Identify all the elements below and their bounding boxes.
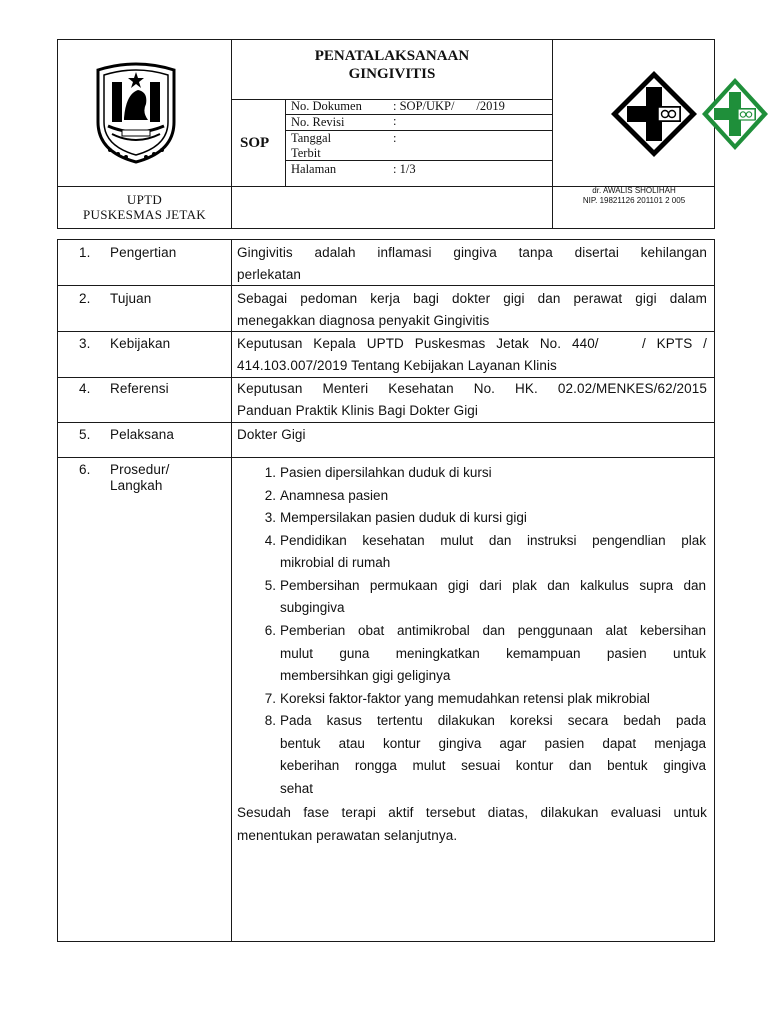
row-label-tujuan: Tujuan — [110, 291, 152, 306]
row-text-referensi-1: Keputusan Menteri Kesehatan No. HK. 02.02/MENKES/62/2015 — [237, 381, 707, 396]
step-text: subgingiva — [280, 600, 345, 615]
meta-label-tanggal-line2: Terbit — [291, 146, 321, 160]
signer-name: dr. AWALIS SHOLIHAH — [592, 186, 676, 195]
title-line-2: GINGIVITIS — [348, 66, 436, 82]
step-text: bentuk atau kontur gingiva agar pasien dapat menjaga — [280, 736, 706, 751]
step-text: Anamnesa pasien — [280, 488, 389, 503]
step-number: 1. — [264, 465, 276, 480]
row-label-prosedur-line1: Prosedur/ — [110, 462, 170, 477]
title-line-1: PENATALAKSANAAN — [314, 48, 470, 64]
row-label-prosedur — [110, 462, 169, 494]
step-number: 3. — [264, 510, 276, 525]
step-text: Mempersilakan pasien duduk di kursi gigi — [280, 510, 527, 525]
step-text: Pada kasus tertentu dilakukan koreksi secara bedah pada — [280, 713, 706, 728]
closing-line-2: menentukan perawatan selanjutnya. — [237, 828, 458, 843]
row-text-referensi-2: Panduan Praktik Klinis Bagi Dokter Gigi — [237, 403, 479, 418]
step-number: 2. — [264, 488, 276, 503]
row-number-3: 3. — [79, 336, 91, 351]
document-title — [232, 47, 552, 83]
step-number: 7. — [264, 691, 276, 706]
meta-label-tanggal-line1: Tanggal — [291, 131, 332, 145]
puskesmas-green-logo — [700, 76, 768, 152]
step-text: mulut guna meningkatkan kemampuan pasien untuk — [280, 646, 706, 661]
step-number: 4. — [264, 533, 276, 548]
meta-value-dokumen: : SOP/UKP/ /2019 — [393, 99, 505, 113]
step-text: membersihkan gigi geliginya — [280, 668, 451, 683]
row-text-kebijakan-2: 414.103.007/2019 Tentang Kebijakan Layanan Klinis — [237, 358, 557, 373]
step-text: Pendidikan kesehatan mulut dan instruksi pengendlian plak — [280, 533, 706, 548]
row-number-2: 2. — [79, 291, 91, 306]
org-line-2: PUSKESMAS JETAK — [82, 207, 206, 222]
step-text: Pembersihan permukaan gigi dari plak dan kalkulus supra dan — [280, 578, 706, 593]
step-number: 6. — [264, 623, 276, 638]
signer-nip: NIP. 19821126 201101 2 005 — [582, 196, 686, 205]
meta-label-dokumen: No. Dokumen — [291, 99, 362, 113]
puskesmas-black-logo — [609, 69, 699, 159]
step-text: Pemberian obat antimikrobal dan penggunaan alat kebersihan — [280, 623, 706, 638]
step-text: sehat — [280, 781, 314, 796]
step-number: 5. — [264, 578, 276, 593]
row-text-pengertian-2: perlekatan — [237, 267, 302, 282]
row-text-pelaksana: Dokter Gigi — [237, 427, 306, 442]
step-number: 8. — [264, 713, 276, 728]
row-label-kebijakan: Kebijakan — [110, 336, 171, 351]
row-text-pengertian-1: Gingivitis adalah inflamasi gingiva tanpa disertai kehilangan — [237, 245, 707, 260]
regency-crest-logo — [92, 60, 180, 164]
row-number-6: 6. — [79, 462, 91, 477]
meta-value-tanggal: : — [393, 131, 397, 145]
meta-value-halaman: : 1/3 — [393, 162, 416, 176]
row-number-5: 5. — [79, 427, 91, 442]
meta-label-halaman: Halaman — [291, 162, 337, 176]
meta-value-revisi: : — [393, 114, 397, 128]
closing-line-1: Sesudah fase terapi aktif tersebut diatas, dilakukan evaluasi untuk — [237, 805, 707, 820]
row-label-pengertian: Pengertian — [110, 245, 177, 260]
step-text: Pasien dipersilahkan duduk di kursi — [280, 465, 492, 480]
row-text-kebijakan-1: Keputusan Kepala UPTD Puskesmas Jetak No. 440/ / KPTS / — [237, 336, 707, 351]
org-line-1: UPTD — [126, 192, 163, 207]
sop-label: SOP — [240, 135, 270, 151]
signer-block — [553, 186, 715, 206]
row-label-pelaksana: Pelaksana — [110, 427, 174, 442]
row-text-tujuan-2: menegakkan diagnosa penyakit Gingivitis — [237, 313, 490, 328]
row-label-prosedur-line2: Langkah — [110, 478, 163, 493]
row-number-4: 4. — [79, 381, 91, 396]
meta-label-revisi: No. Revisi — [291, 115, 345, 129]
row-number-1: 1. — [79, 245, 91, 260]
meta-label-tanggal — [291, 131, 331, 161]
row-text-tujuan-1: Sebagai pedoman kerja bagi dokter gigi dan perawat gigi dalam — [237, 291, 707, 306]
row-label-referensi: Referensi — [110, 381, 169, 396]
step-text: mikrobial di rumah — [280, 555, 391, 570]
organization-name — [58, 192, 231, 222]
step-text: keberihan rongga mulut sesuai kontur dan bentuk gingiva — [280, 758, 706, 773]
step-text: Koreksi faktor-faktor yang memudahkan retensi plak mikrobial — [280, 691, 650, 706]
